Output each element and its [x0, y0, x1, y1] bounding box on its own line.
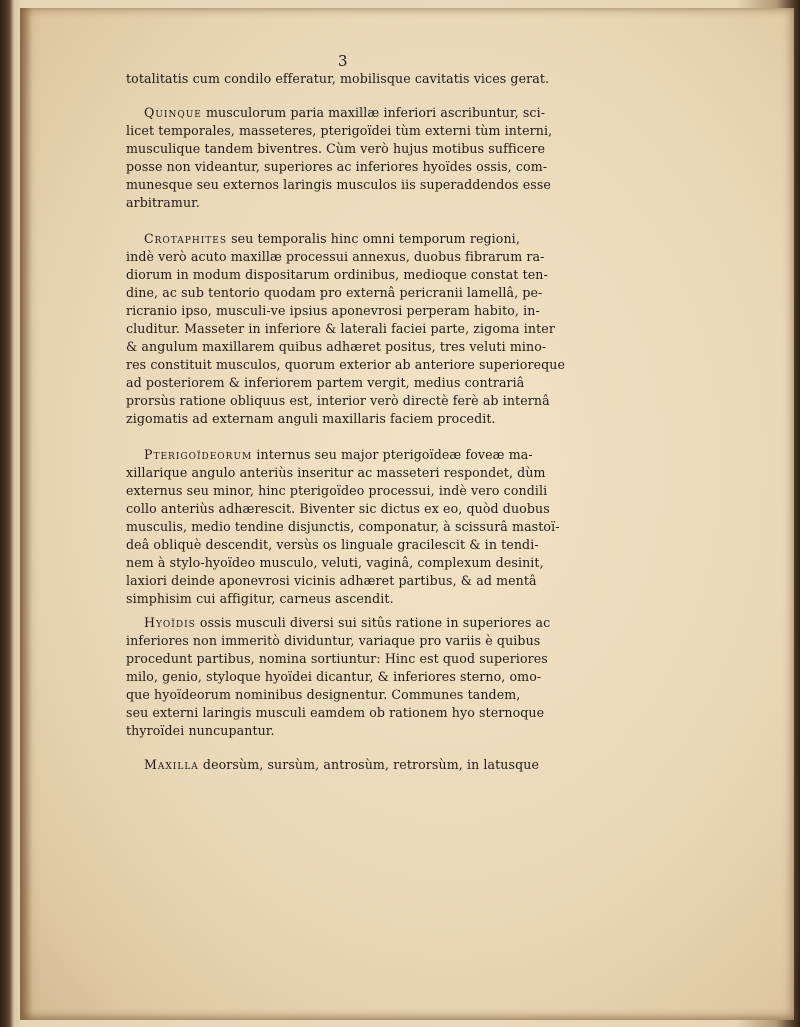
- text-line: & angulum maxillarem quibus adhæret positus, tres veluti mino-: [126, 339, 547, 354]
- page-gutter: [22, 8, 32, 1020]
- page-number: 3: [338, 52, 348, 70]
- text-line: zigomatis ad externam anguli maxillaris faciem procedit.: [126, 411, 496, 426]
- text-line: thyroïdei nuncupantur.: [126, 723, 275, 738]
- paragraph-lead-word: Quinque: [144, 105, 202, 120]
- text-line: milo, genio, styloque hyoïdei dicantur, & inferiores sterno, omo-: [126, 669, 542, 684]
- text-line: posse non videantur, superiores ac inferiores hyoïdes ossis, com-: [126, 159, 548, 174]
- text-line: deâ obliquè descendit, versùs os linguale gracilescit & in tendi-: [126, 537, 539, 552]
- text-line: ad posteriorem & inferiorem partem vergit, medius contrariâ: [126, 375, 525, 390]
- text-line: munesque seu externos laringis musculos iis superaddendos esse: [126, 177, 551, 192]
- text-line: internus seu major pterigoïdeæ foveæ ma-: [252, 447, 533, 462]
- text-line: seu externi laringis musculi eamdem ob rationem hyo sternoque: [126, 705, 545, 720]
- paragraph-lead-line: [144, 756, 539, 774]
- text-line: totalitatis cum condilo efferatur, mobilisque cavitatis vices gerat.: [126, 71, 550, 86]
- text-line: cluditur. Masseter in inferiore & laterali faciei parte, zigoma inter: [126, 321, 555, 336]
- text-line: prorsùs ratione obliquus est, interior verò directè ferè ab internâ: [126, 393, 550, 408]
- text-line: musculique tandem biventres. Cùm verò hujus motibus sufficere: [126, 141, 546, 156]
- paragraph-lead-word: Crotaphites: [144, 231, 227, 246]
- text-line: simphisim cui affigitur, carneus ascendit.: [126, 591, 394, 606]
- text-line: diorum in modum dispositarum ordinibus, medioque constat ten-: [126, 267, 548, 282]
- text-line: musculorum paria maxillæ inferiori ascribuntur, sci-: [201, 105, 546, 120]
- paragraph-lead-word: Pterigoïdeorum: [144, 447, 253, 462]
- text-line: res constituit musculos, quorum exterior ab anteriore superioreque: [126, 357, 566, 372]
- text-line: dine, ac sub tentorio quodam pro externâ pericranii lamellâ, pe-: [126, 285, 543, 300]
- text-line: deorsùm, sursùm, antrosùm, retrorsùm, in latusque: [198, 757, 539, 772]
- text-line: nem à stylo-hyoïdeo musculo, veluti, vaginâ, complexum desinit,: [126, 555, 544, 570]
- paragraph-lead-line: [144, 104, 545, 122]
- text-line: arbitramur.: [126, 195, 200, 210]
- text-line: ossis musculi diversi sui sitûs ratione in superiores ac: [195, 615, 551, 630]
- paragraph-lead-word: Maxilla: [144, 757, 199, 772]
- paragraph-lead-line: [144, 446, 533, 464]
- text-line: seu temporalis hinc omni temporum regioni,: [227, 231, 520, 246]
- text-line: inferiores non immeritò dividuntur, variaque pro variis è quibus: [126, 633, 541, 648]
- paragraph-lead-line: [144, 614, 550, 632]
- text-line: externus seu minor, hinc pterigoïdeo processui, indè vero condili: [126, 483, 548, 498]
- text-line: que hyoïdeorum nominibus designentur. Communes tandem,: [126, 687, 521, 702]
- text-line: xillarique angulo anteriùs inseritur ac masseteri respondet, dùm: [126, 465, 546, 480]
- text-line: laxiori deinde aponevrosi vicinis adhæret partibus, & ad mentâ: [126, 573, 537, 588]
- text-line: ricranio ipso, musculi-ve ipsius aponevrosi perperam habito, in-: [126, 303, 540, 318]
- text-line: indè verò acuto maxillæ processui annexus, duobus fibrarum ra-: [126, 249, 545, 264]
- text-line: procedunt partibus, nomina sortiuntur: Hinc est quod superiores: [126, 651, 548, 666]
- paragraph-lead-line: [144, 230, 520, 248]
- paragraph-lead-word: Hyoïdis: [144, 615, 196, 630]
- text-line: collo anteriùs adhærescit. Biventer sic dictus ex eo, quòd duobus: [126, 501, 550, 516]
- text-line: musculis, medio tendine disjunctis, componatur, à scissurâ mastoï-: [126, 519, 560, 534]
- text-line: licet temporales, masseteres, pterigoïdei tùm externi tùm interni,: [126, 123, 553, 138]
